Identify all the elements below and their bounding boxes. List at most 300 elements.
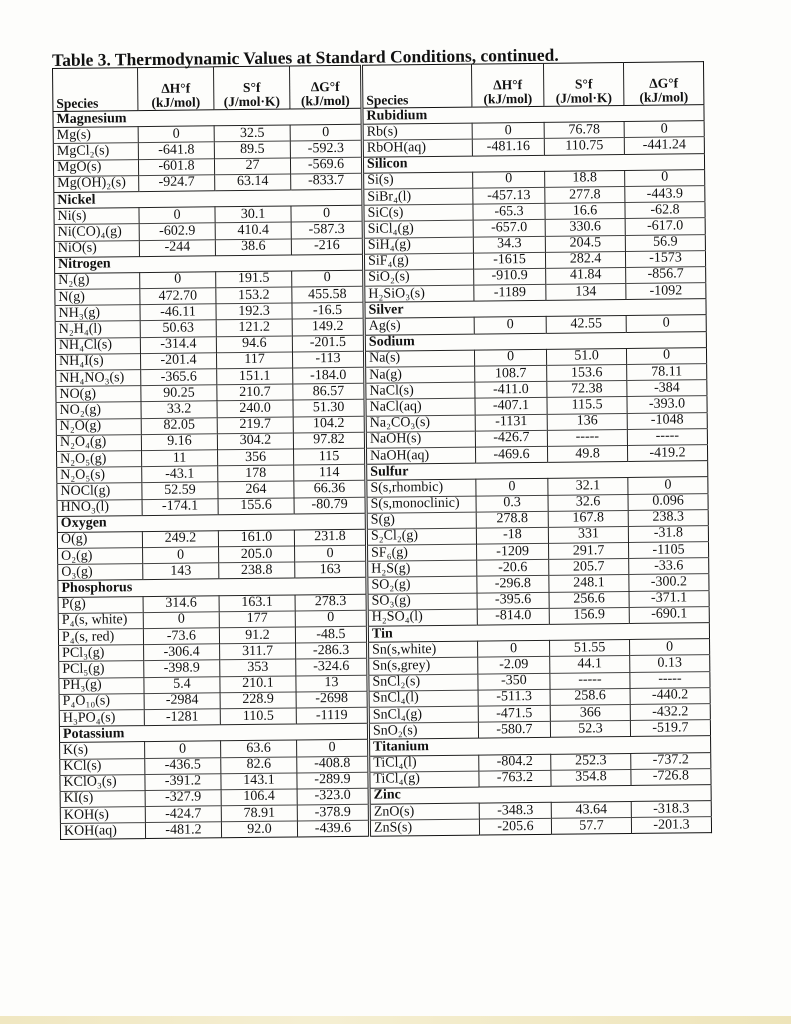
entropy-cell: 110.75 bbox=[544, 138, 624, 155]
species-cell: Si(s) bbox=[363, 172, 473, 189]
entropy-cell: 258.6 bbox=[550, 688, 630, 705]
header-enthalpy-unit: (kJ/mol) bbox=[151, 94, 201, 110]
gibbs-cell: 51.30 bbox=[293, 400, 365, 417]
gibbs-cell: -48.5 bbox=[295, 626, 367, 643]
species-cell: NH₄NO₃(s) bbox=[56, 370, 141, 387]
gibbs-cell: -443.9 bbox=[625, 186, 705, 203]
entropy-cell: 42.55 bbox=[546, 316, 626, 333]
enthalpy-cell: -924.7 bbox=[139, 175, 215, 192]
group-heading-right: Silver bbox=[364, 299, 706, 319]
entropy-cell: 192.3 bbox=[216, 303, 292, 320]
gibbs-cell: -216 bbox=[291, 238, 363, 255]
species-cell: H₂SO₄(l) bbox=[367, 609, 477, 626]
species-cell: SiH₄(g) bbox=[363, 237, 473, 254]
entropy-cell: 63.14 bbox=[215, 174, 291, 191]
species-cell: P(g) bbox=[58, 596, 143, 613]
gibbs-cell: -62.8 bbox=[625, 202, 705, 219]
species-cell: SiO₂(s) bbox=[364, 269, 474, 286]
species-cell: NH₄I(s) bbox=[55, 353, 140, 370]
species-cell: N₂O₄(g) bbox=[56, 434, 141, 451]
species-cell: NH₃(g) bbox=[55, 305, 140, 322]
species-cell: NO(g) bbox=[56, 386, 141, 403]
enthalpy-cell: -601.8 bbox=[138, 158, 214, 175]
gibbs-cell: 86.57 bbox=[293, 383, 365, 400]
enthalpy-cell: 0 bbox=[143, 612, 219, 629]
group-heading-left: Magnesium bbox=[53, 108, 362, 127]
species-cell: PH₃(g) bbox=[59, 677, 144, 694]
gibbs-cell: 66.36 bbox=[294, 481, 366, 498]
thermo-table-wrapper bbox=[52, 61, 712, 840]
gibbs-cell: -378.9 bbox=[297, 804, 369, 821]
enthalpy-cell: 0 bbox=[474, 317, 546, 334]
species-cell: SF₆(g) bbox=[367, 544, 477, 561]
enthalpy-cell: -411.0 bbox=[475, 382, 547, 399]
entropy-cell: 282.4 bbox=[545, 251, 625, 268]
entropy-cell: 238.8 bbox=[219, 562, 295, 579]
species-cell: O₂(g) bbox=[58, 548, 143, 565]
gibbs-cell: -33.6 bbox=[629, 558, 709, 575]
species-cell: N₂O(g) bbox=[56, 418, 141, 435]
gibbs-cell: 13 bbox=[296, 675, 368, 692]
entropy-cell: 155.6 bbox=[218, 497, 294, 514]
species-cell: ZnS(s) bbox=[369, 819, 479, 836]
species-cell: N₂H₄(l) bbox=[55, 321, 140, 338]
species-cell: Sn(s,white) bbox=[368, 641, 478, 658]
species-cell: S(s,monoclinic) bbox=[366, 496, 476, 513]
gibbs-cell: 238.3 bbox=[628, 509, 708, 526]
header-gibbs-unit: (kJ/mol) bbox=[639, 89, 689, 105]
gibbs-cell: 0.096 bbox=[628, 493, 708, 510]
entropy-cell: 143.1 bbox=[221, 773, 297, 790]
entropy-cell: 204.5 bbox=[545, 235, 625, 252]
entropy-cell: 410.4 bbox=[215, 222, 291, 239]
enthalpy-cell: -296.8 bbox=[477, 576, 549, 593]
gibbs-cell: -384 bbox=[627, 380, 707, 397]
enthalpy-cell: -65.3 bbox=[473, 203, 545, 220]
gibbs-cell: 0 bbox=[625, 169, 705, 186]
species-cell: NaOH(aq) bbox=[365, 447, 475, 464]
enthalpy-cell: -43.1 bbox=[142, 466, 218, 483]
species-cell: PCl₅(g) bbox=[59, 661, 144, 678]
enthalpy-cell: -436.5 bbox=[145, 757, 221, 774]
entropy-cell: 51.55 bbox=[550, 640, 630, 657]
enthalpy-cell: 0 bbox=[143, 547, 219, 564]
gibbs-cell: -323.0 bbox=[297, 788, 369, 805]
species-cell: O₃(g) bbox=[58, 564, 143, 581]
gibbs-cell: 0 bbox=[626, 315, 706, 332]
entropy-cell: 366 bbox=[550, 704, 630, 721]
species-cell: SiCl₄(g) bbox=[363, 220, 473, 237]
gibbs-cell: -324.6 bbox=[296, 659, 368, 676]
enthalpy-cell: -1281 bbox=[144, 709, 220, 726]
gibbs-cell: -726.8 bbox=[631, 768, 711, 785]
enthalpy-cell: -804.2 bbox=[479, 754, 551, 771]
enthalpy-cell: 314.6 bbox=[143, 595, 219, 612]
entropy-cell: 153.6 bbox=[547, 364, 627, 381]
entropy-cell: 134 bbox=[546, 284, 626, 301]
group-heading-left: Nitrogen bbox=[54, 254, 363, 273]
enthalpy-cell: -327.9 bbox=[145, 790, 221, 807]
gibbs-cell: 114 bbox=[294, 464, 366, 481]
entropy-cell: 49.8 bbox=[547, 445, 627, 462]
header-enthalpy-right bbox=[471, 63, 543, 107]
gibbs-cell: -737.2 bbox=[631, 752, 711, 769]
enthalpy-cell: -2.09 bbox=[478, 657, 550, 674]
gibbs-cell: 149.2 bbox=[292, 319, 364, 336]
entropy-cell: ----- bbox=[547, 429, 627, 446]
enthalpy-cell: -657.0 bbox=[473, 220, 545, 237]
entropy-cell: 264 bbox=[218, 481, 294, 498]
species-cell: Ag(s) bbox=[364, 318, 474, 335]
species-cell: SnCl₂(s) bbox=[368, 674, 478, 691]
gibbs-cell: ----- bbox=[630, 671, 710, 688]
entropy-cell: 57.7 bbox=[551, 818, 631, 835]
species-cell: Mg(s) bbox=[53, 127, 138, 144]
enthalpy-cell: -602.9 bbox=[139, 223, 215, 240]
enthalpy-cell: -201.4 bbox=[140, 353, 216, 370]
species-cell: Rb(s) bbox=[362, 123, 472, 140]
entropy-cell: 256.6 bbox=[549, 591, 629, 608]
gibbs-cell: -16.5 bbox=[292, 302, 364, 319]
entropy-cell: 248.1 bbox=[549, 575, 629, 592]
enthalpy-cell: -457.13 bbox=[473, 187, 545, 204]
gibbs-cell: 78.11 bbox=[627, 364, 707, 381]
species-cell: P₄(s, white) bbox=[58, 612, 143, 629]
species-cell: K(s) bbox=[60, 742, 145, 759]
species-cell: NaCl(aq) bbox=[365, 398, 475, 415]
entropy-cell: 44.1 bbox=[550, 656, 630, 673]
header-gibbs-unit: (kJ/mol) bbox=[300, 92, 350, 109]
entropy-cell: 94.6 bbox=[216, 336, 292, 353]
enthalpy-cell: -1615 bbox=[473, 252, 545, 269]
enthalpy-cell: 82.05 bbox=[141, 417, 217, 434]
species-cell: N₂O₅(g) bbox=[57, 451, 142, 468]
header-species-right: Species bbox=[361, 64, 471, 108]
entropy-cell: 32.5 bbox=[214, 125, 290, 142]
enthalpy-cell: 0 bbox=[472, 123, 544, 140]
gibbs-cell: -201.5 bbox=[292, 335, 364, 352]
enthalpy-cell: 0 bbox=[139, 207, 215, 224]
gibbs-cell: -286.3 bbox=[296, 642, 368, 659]
species-cell: HNO₃(l) bbox=[57, 499, 142, 516]
entropy-cell: 136 bbox=[547, 413, 627, 430]
species-cell: NO₂(g) bbox=[56, 402, 141, 419]
entropy-cell: 51.0 bbox=[546, 348, 626, 365]
enthalpy-cell: 108.7 bbox=[475, 365, 547, 382]
gibbs-cell: -439.6 bbox=[297, 820, 369, 837]
species-cell: Sn(s,grey) bbox=[368, 657, 478, 674]
group-heading-right: Sodium bbox=[364, 331, 706, 351]
enthalpy-cell: -1209 bbox=[477, 543, 549, 560]
species-cell: TiCl₄(g) bbox=[369, 771, 479, 788]
gibbs-cell: 231.8 bbox=[294, 529, 366, 546]
enthalpy-cell: -763.2 bbox=[479, 770, 551, 787]
enthalpy-cell: -398.9 bbox=[144, 660, 220, 677]
enthalpy-cell: -314.4 bbox=[140, 336, 216, 353]
species-cell: P₄(s, red) bbox=[58, 629, 143, 646]
gibbs-cell: -318.3 bbox=[631, 801, 711, 818]
species-cell: SiBr₄(l) bbox=[363, 188, 473, 205]
species-cell: ZnO(s) bbox=[369, 803, 479, 820]
enthalpy-cell: 0.3 bbox=[476, 495, 548, 512]
species-cell: Na(s) bbox=[364, 350, 474, 367]
entropy-cell: 353 bbox=[220, 659, 296, 676]
species-cell: RbOH(aq) bbox=[362, 139, 472, 156]
enthalpy-cell: 11 bbox=[142, 450, 218, 467]
entropy-cell: 89.5 bbox=[214, 141, 290, 158]
species-cell: SiF₄(g) bbox=[363, 253, 473, 270]
gibbs-cell: -690.1 bbox=[629, 606, 709, 623]
species-cell: KOH(s) bbox=[60, 807, 145, 824]
gibbs-cell: 0 bbox=[297, 740, 369, 757]
gibbs-cell: 455.58 bbox=[292, 286, 364, 303]
enthalpy-cell: -641.8 bbox=[138, 142, 214, 159]
enthalpy-cell: -174.1 bbox=[142, 498, 218, 515]
gibbs-cell: 115 bbox=[294, 448, 366, 465]
species-cell: SnO₂(s) bbox=[368, 722, 478, 739]
entropy-cell: 63.6 bbox=[221, 740, 297, 757]
entropy-cell: 191.5 bbox=[216, 271, 292, 288]
gibbs-cell: -519.7 bbox=[630, 720, 710, 737]
species-cell: NaCl(s) bbox=[365, 382, 475, 399]
gibbs-cell: -371.1 bbox=[629, 590, 709, 607]
gibbs-cell: -31.8 bbox=[628, 526, 708, 543]
entropy-cell: 330.6 bbox=[545, 219, 625, 236]
species-cell: NOCl(g) bbox=[57, 483, 142, 500]
gibbs-cell: -440.2 bbox=[630, 687, 710, 704]
species-cell: PCl₃(g) bbox=[59, 645, 144, 662]
enthalpy-cell: -244 bbox=[139, 239, 215, 256]
gibbs-cell: 0 bbox=[628, 477, 708, 494]
enthalpy-cell: 0 bbox=[473, 171, 545, 188]
gibbs-cell: -587.3 bbox=[291, 222, 363, 239]
gibbs-cell: -1092 bbox=[626, 283, 706, 300]
gibbs-cell: -617.0 bbox=[625, 218, 705, 235]
entropy-cell: 52.3 bbox=[550, 721, 630, 738]
enthalpy-cell: -481.16 bbox=[472, 139, 544, 156]
entropy-cell: 167.8 bbox=[548, 510, 628, 527]
enthalpy-cell: -350 bbox=[478, 673, 550, 690]
entropy-cell: 32.6 bbox=[548, 494, 628, 511]
species-cell: KClO₃(s) bbox=[60, 774, 145, 791]
species-cell: SnCl₄(g) bbox=[368, 706, 478, 723]
species-cell: NaOH(s) bbox=[365, 431, 475, 448]
group-heading-left: Oxygen bbox=[57, 513, 366, 532]
enthalpy-cell: 249.2 bbox=[142, 531, 218, 548]
header-gibbs-left bbox=[289, 65, 361, 109]
enthalpy-cell: 90.25 bbox=[141, 385, 217, 402]
species-cell: N(g) bbox=[55, 289, 140, 306]
header-enthalpy-unit: (kJ/mol) bbox=[483, 90, 533, 107]
entropy-cell: 110.5 bbox=[220, 708, 296, 725]
gibbs-cell: -300.2 bbox=[629, 574, 709, 591]
entropy-cell: 121.2 bbox=[216, 319, 292, 336]
species-cell: NiO(s) bbox=[54, 240, 139, 257]
entropy-cell: 210.7 bbox=[217, 384, 293, 401]
header-gibbs-right bbox=[623, 62, 703, 106]
entropy-cell: 177 bbox=[219, 611, 295, 628]
enthalpy-cell: 0 bbox=[145, 741, 221, 758]
gibbs-cell: 0.13 bbox=[630, 655, 710, 672]
header-species-left: Species bbox=[53, 68, 138, 112]
entropy-cell: 91.2 bbox=[219, 627, 295, 644]
enthalpy-cell: -814.0 bbox=[477, 608, 549, 625]
gibbs-cell: -432.2 bbox=[630, 704, 710, 721]
gibbs-cell: -408.8 bbox=[297, 756, 369, 773]
header-entropy-symbol: S°f bbox=[574, 76, 593, 92]
scan-edge-stripe bbox=[0, 1016, 791, 1024]
enthalpy-cell: -511.3 bbox=[478, 689, 550, 706]
entropy-cell: 252.3 bbox=[551, 753, 631, 770]
gibbs-cell: 56.9 bbox=[625, 234, 705, 251]
gibbs-cell: ----- bbox=[627, 428, 707, 445]
enthalpy-cell: 0 bbox=[476, 479, 548, 496]
entropy-cell: 156.9 bbox=[549, 607, 629, 624]
gibbs-cell: -569.6 bbox=[290, 157, 362, 174]
gibbs-cell: -856.7 bbox=[626, 267, 706, 284]
enthalpy-cell: -73.6 bbox=[143, 628, 219, 645]
group-heading-right: Zinc bbox=[369, 785, 711, 805]
species-cell: SO₃(g) bbox=[367, 593, 477, 610]
species-cell: S(s,rhombic) bbox=[366, 479, 476, 496]
entropy-cell: 304.2 bbox=[217, 433, 293, 450]
gibbs-cell: 0 bbox=[295, 610, 367, 627]
gibbs-cell: -289.9 bbox=[297, 772, 369, 789]
enthalpy-cell: 52.59 bbox=[142, 482, 218, 499]
gibbs-cell: 0 bbox=[624, 121, 704, 138]
gibbs-cell: 278.3 bbox=[295, 594, 367, 611]
gibbs-cell: -441.24 bbox=[624, 137, 704, 154]
entropy-cell: 18.8 bbox=[545, 170, 625, 187]
enthalpy-cell: 143 bbox=[143, 563, 219, 580]
enthalpy-cell: -424.7 bbox=[145, 806, 221, 823]
gibbs-cell: -184.0 bbox=[293, 367, 365, 384]
group-heading-right: Sulfur bbox=[366, 461, 708, 481]
species-cell: NH₄Cl(s) bbox=[55, 337, 140, 354]
enthalpy-cell: -306.4 bbox=[144, 644, 220, 661]
header-entropy-unit: (J/mol·K) bbox=[223, 93, 281, 110]
entropy-cell: 115.5 bbox=[547, 397, 627, 414]
entropy-cell: 38.6 bbox=[215, 239, 291, 256]
thermo-table bbox=[52, 61, 712, 840]
enthalpy-cell: 34.3 bbox=[473, 236, 545, 253]
enthalpy-cell: 5.4 bbox=[144, 676, 220, 693]
enthalpy-cell: 0 bbox=[138, 126, 214, 143]
enthalpy-cell: -20.6 bbox=[477, 560, 549, 577]
species-cell: Mg(OH)₂(s) bbox=[54, 175, 139, 192]
gibbs-cell: 0 bbox=[291, 205, 363, 222]
header-enthalpy-symbol: ΔH°f bbox=[161, 80, 191, 96]
entropy-cell: 311.7 bbox=[220, 643, 296, 660]
gibbs-cell: 0 bbox=[295, 545, 367, 562]
entropy-cell: 78.91 bbox=[221, 805, 297, 822]
enthalpy-cell: 0 bbox=[478, 641, 550, 658]
entropy-cell: 331 bbox=[548, 526, 628, 543]
enthalpy-cell: 0 bbox=[474, 349, 546, 366]
gibbs-cell: -592.3 bbox=[290, 141, 362, 158]
enthalpy-cell: -910.9 bbox=[474, 268, 546, 285]
species-cell: H₂SiO₃(s) bbox=[364, 285, 474, 302]
species-cell: MgO(s) bbox=[53, 159, 138, 176]
species-cell: Ni(s) bbox=[54, 208, 139, 225]
gibbs-cell: 97.82 bbox=[293, 432, 365, 449]
species-cell: Na(g) bbox=[365, 366, 475, 383]
header-gibbs-symbol: ΔG°f bbox=[310, 78, 340, 95]
entropy-cell: 210.1 bbox=[220, 676, 296, 693]
enthalpy-cell: -395.6 bbox=[477, 592, 549, 609]
entropy-cell: 41.84 bbox=[546, 267, 626, 284]
species-cell: S(g) bbox=[366, 512, 476, 529]
species-cell: O(g) bbox=[57, 531, 142, 548]
species-cell: Ni(CO)₄(g) bbox=[54, 224, 139, 241]
enthalpy-cell: -2984 bbox=[144, 693, 220, 710]
entropy-cell: 92.0 bbox=[221, 821, 297, 838]
entropy-cell: 163.1 bbox=[219, 595, 295, 612]
species-cell: N₂O₅(s) bbox=[57, 467, 142, 484]
gibbs-cell: -833.7 bbox=[291, 173, 363, 190]
entropy-cell: 82.6 bbox=[221, 756, 297, 773]
gibbs-cell: 0 bbox=[630, 639, 710, 656]
table-title: Table 3. Thermodynamic Values at Standard Conditions, continued. bbox=[52, 44, 559, 70]
entropy-cell: 117 bbox=[216, 352, 292, 369]
group-heading-right: Rubidium bbox=[362, 105, 704, 125]
gibbs-cell: -113 bbox=[292, 351, 364, 368]
gibbs-cell: -1105 bbox=[629, 542, 709, 559]
entropy-cell: 219.7 bbox=[217, 417, 293, 434]
gibbs-cell: 104.2 bbox=[293, 416, 365, 433]
enthalpy-cell: -471.5 bbox=[478, 705, 550, 722]
enthalpy-cell: -46.11 bbox=[140, 304, 216, 321]
enthalpy-cell: -1131 bbox=[475, 414, 547, 431]
entropy-cell: ----- bbox=[550, 672, 630, 689]
gibbs-cell: -80.79 bbox=[294, 497, 366, 514]
entropy-cell: 291.7 bbox=[549, 543, 629, 560]
gibbs-cell: -1573 bbox=[625, 250, 705, 267]
enthalpy-cell: -365.6 bbox=[141, 369, 217, 386]
enthalpy-cell: 0 bbox=[140, 272, 216, 289]
species-cell: KCl(s) bbox=[60, 758, 145, 775]
gibbs-cell: 0 bbox=[626, 347, 706, 364]
entropy-cell: 153.2 bbox=[216, 287, 292, 304]
enthalpy-cell: -348.3 bbox=[479, 802, 551, 819]
enthalpy-cell: 472.70 bbox=[140, 288, 216, 305]
table-body bbox=[53, 105, 712, 840]
gibbs-cell: -1119 bbox=[296, 707, 368, 724]
header-entropy-unit: (J/mol·K) bbox=[555, 90, 613, 106]
header-enthalpy-symbol: ΔH°f bbox=[493, 77, 523, 93]
header-enthalpy-left bbox=[138, 67, 214, 111]
entropy-cell: 106.4 bbox=[221, 789, 297, 806]
species-cell: KI(s) bbox=[60, 790, 145, 807]
header-entropy-symbol: S°f bbox=[242, 79, 261, 96]
entropy-cell: 161.0 bbox=[218, 530, 294, 547]
entropy-cell: 151.1 bbox=[217, 368, 293, 385]
entropy-cell: 205.0 bbox=[219, 546, 295, 563]
species-cell: S₂Cl₂(g) bbox=[366, 528, 476, 545]
entropy-cell: 72.38 bbox=[547, 381, 627, 398]
entropy-cell: 240.0 bbox=[217, 400, 293, 417]
gibbs-cell: -419.2 bbox=[627, 445, 707, 462]
group-heading-right: Tin bbox=[367, 623, 709, 643]
enthalpy-cell: 50.63 bbox=[140, 320, 216, 337]
enthalpy-cell: 278.8 bbox=[476, 511, 548, 528]
gibbs-cell: -201.3 bbox=[631, 817, 711, 834]
entropy-cell: 16.6 bbox=[545, 203, 625, 220]
enthalpy-cell: 9.16 bbox=[141, 434, 217, 451]
enthalpy-cell: -391.2 bbox=[145, 773, 221, 790]
species-cell: SiC(s) bbox=[363, 204, 473, 221]
species-cell: H₃PO₄(s) bbox=[59, 710, 144, 727]
